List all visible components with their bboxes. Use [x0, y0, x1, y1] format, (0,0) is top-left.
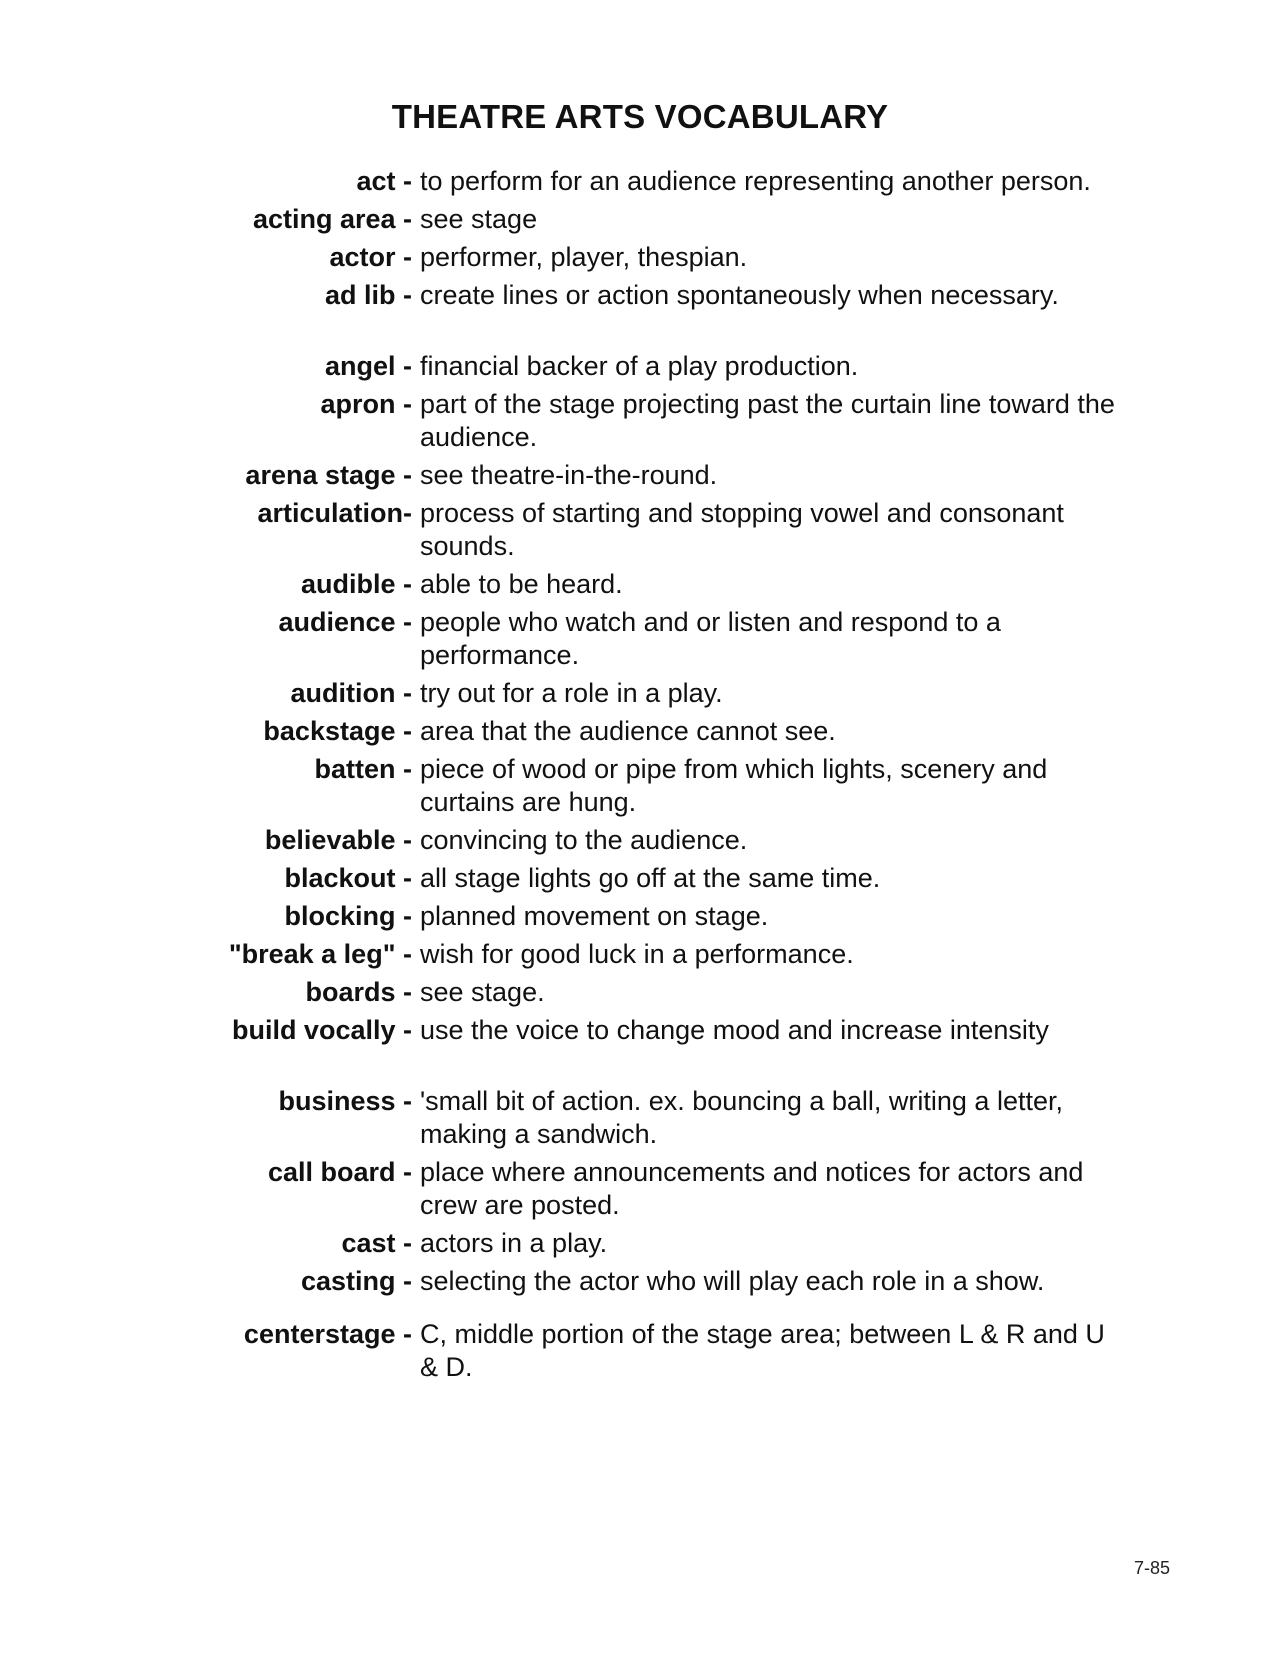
vocab-definition: financial backer of a play production.	[420, 351, 859, 381]
vocab-definition: create lines or action spontaneously when necessary.	[420, 280, 1059, 310]
vocab-term: cast -	[341, 1228, 412, 1258]
vocab-definition: performer, player, thespian.	[420, 242, 748, 272]
vocab-entry	[0, 862, 1280, 895]
vocab-term: "break a leg" -	[228, 939, 412, 969]
vocab-term: audition -	[290, 678, 412, 708]
page-title: THEATRE ARTS VOCABULARY	[391, 98, 889, 135]
vocab-entry	[0, 241, 1280, 274]
vocab-term: call board -	[267, 1157, 412, 1187]
vocab-entry	[0, 1014, 1280, 1047]
vocab-definition: part of the stage projecting past the curtain line toward the audience.	[420, 389, 1115, 452]
vocab-term: angel -	[324, 351, 412, 381]
vocab-entry	[0, 677, 1280, 710]
vocab-entry	[0, 1085, 1280, 1151]
vocab-definition: convincing to the audience.	[420, 825, 748, 855]
vocab-entry	[0, 568, 1280, 601]
vocab-entry	[0, 900, 1280, 933]
vocab-definition: use the voice to change mood and increase intensity	[420, 1015, 1049, 1045]
vocab-entry	[0, 1265, 1280, 1298]
vocab-definition: planned movement on stage.	[420, 901, 769, 931]
vocab-definition: see stage	[420, 204, 538, 234]
vocab-term: audible -	[300, 569, 412, 599]
vocab-definition: all stage lights go off at the same time.	[420, 863, 881, 893]
vocab-entry	[0, 350, 1280, 383]
vocab-entry	[0, 279, 1280, 312]
vocab-entry	[0, 606, 1280, 672]
vocab-definition: 'small bit of action. ex. bouncing a ball, writing a letter, making a sandwich.	[420, 1086, 1063, 1149]
vocab-term: actor -	[329, 242, 412, 272]
vocab-definition: area that the audience cannot see.	[420, 716, 836, 746]
vocab-definition: piece of wood or pipe from which lights, scenery and curtains are hung.	[420, 754, 1048, 817]
vocab-entry	[0, 459, 1280, 492]
vocab-term: acting area -	[252, 204, 412, 234]
vocab-term: build vocally -	[231, 1015, 412, 1045]
vocab-term: ad lib -	[325, 280, 412, 310]
vocab-term: arena stage -	[245, 460, 412, 490]
vocab-term: batten -	[314, 754, 412, 784]
page-number: 7-85	[1134, 1558, 1171, 1578]
vocab-entry	[0, 165, 1280, 198]
vocab-definition: able to be heard.	[420, 569, 623, 599]
vocab-term: blocking -	[284, 901, 412, 931]
vocab-definition: see stage.	[420, 977, 545, 1007]
vocabulary-list	[0, 165, 1280, 1389]
vocab-term: centerstage -	[243, 1319, 412, 1349]
vocab-definition: process of starting and stopping vowel and consonant sounds.	[420, 498, 1064, 561]
vocab-term: audience -	[278, 607, 412, 637]
vocab-entry	[0, 388, 1280, 454]
vocab-entry	[0, 976, 1280, 1009]
vocab-definition: wish for good luck in a performance.	[420, 939, 854, 969]
vocab-definition: place where announcements and notices for actors and crew are posted.	[420, 1157, 1084, 1220]
vocab-definition: see theatre-in-the-round.	[420, 460, 718, 490]
vocab-term: act -	[356, 166, 412, 196]
vocab-definition: actors in a play.	[420, 1228, 608, 1258]
vocab-term: backstage -	[263, 716, 412, 746]
vocab-definition: people who watch and or listen and respond to a performance.	[420, 607, 1001, 670]
vocab-definition: C, middle portion of the stage area; between L & R and U & D.	[420, 1319, 1105, 1382]
vocab-entry	[0, 1227, 1280, 1260]
vocab-term: blackout -	[284, 863, 412, 893]
vocab-definition: to perform for an audience representing another person.	[420, 166, 1091, 196]
vocab-entry	[0, 824, 1280, 857]
vocab-entry	[0, 938, 1280, 971]
vocab-entry	[0, 497, 1280, 563]
vocab-term: apron -	[320, 389, 412, 419]
vocab-entry	[0, 1318, 1280, 1384]
vocab-definition: selecting the actor who will play each role in a show.	[420, 1266, 1045, 1296]
vocab-term: casting -	[300, 1266, 412, 1296]
vocab-term: believable -	[264, 825, 412, 855]
vocab-term: boards -	[305, 977, 412, 1007]
vocab-entry	[0, 715, 1280, 748]
vocab-term: articulation-	[257, 498, 412, 528]
vocab-definition: try out for a role in a play.	[420, 678, 723, 708]
vocab-entry	[0, 203, 1280, 236]
vocab-entry	[0, 1156, 1280, 1222]
vocab-entry	[0, 753, 1280, 819]
vocab-term: business -	[278, 1086, 412, 1116]
